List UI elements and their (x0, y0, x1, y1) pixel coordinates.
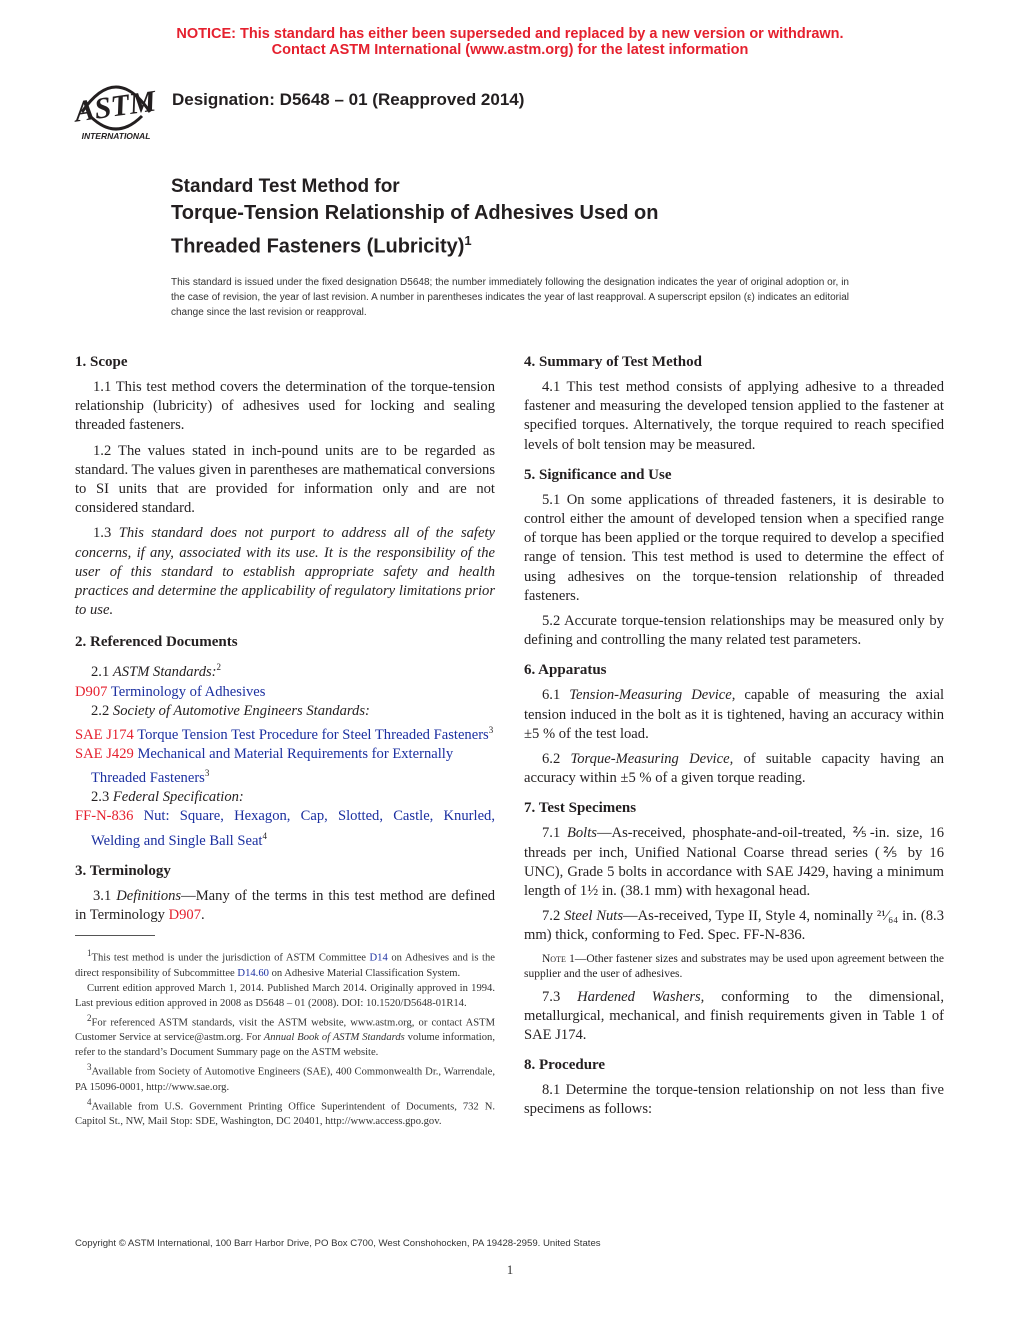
ref-sae-j174[interactable] (75, 721, 495, 745)
title-line-2: Torque-Tension Relationship of Adhesives Used on (171, 202, 659, 224)
logo-text: ASTM (72, 84, 158, 129)
copyright-line: Copyright © ASTM International, 100 Barr Harbor Drive, PO Box C700, West Conshohocken, PA 19428-2959. United States (75, 1238, 601, 1249)
para-number: 7.1 (542, 825, 567, 842)
para-7-2 (524, 907, 944, 945)
subcommittee-link[interactable]: D14.60 (237, 967, 269, 979)
term: Torque-Measuring Device, (570, 751, 734, 768)
para-number: 6.2 (542, 751, 571, 768)
ref-ff-n-836[interactable] (75, 807, 495, 850)
footnote-divider (75, 935, 155, 936)
footnote-text: This test method is under the jurisdiction of ASTM Committee (91, 952, 370, 964)
para-text: of suitable capacity having an accuracy within ±5 % of a given torque reading. (524, 751, 944, 787)
para-number: 6.1 (542, 687, 570, 704)
section-heading-apparatus: 6. Apparatus (524, 662, 607, 679)
section-heading-referenced-documents: 2. Referenced Documents (75, 634, 238, 651)
title-line-1: Standard Test Method for (171, 176, 400, 197)
para-1-2: 1.2 The values stated in inch-pound units are to be regarded as standard. The values given in parentheses are mathematical conversions to SI units that are provided for information only and are not considered standard. (75, 442, 495, 517)
note-text: —Other fastener sizes and substrates may be used upon agreement between the supplier and the user of adhesives. (524, 952, 944, 980)
footnote-text: Available from U.S. Government Printing Office Superintendent of Documents, 732 N. Capitol St., NW, Mail Stop: SDE, Washington, DC 20401, http://www.access.gpo.gov. (75, 1101, 495, 1128)
para-5-2: 5.2 Accurate torque-tension relationships may be measured only by defining and controlling the many related test parameters. (524, 613, 944, 649)
footnote-1 (75, 946, 495, 981)
para-number: 3.1 (93, 887, 117, 904)
footnote-text: For referenced ASTM standards, visit the ASTM website, www.astm.org, or contact ASTM Customer Service at service@astm.org. For (75, 1017, 495, 1044)
note-label: Note 1 (542, 952, 575, 965)
para-3-1 (75, 887, 495, 925)
designation: Designation: D5648 – 01 (Reapproved 2014) (172, 90, 525, 109)
para-6-1 (524, 686, 944, 744)
para-1-3 (75, 524, 495, 620)
term: Hardened Washers, (577, 988, 705, 1005)
para-number: 1.3 (93, 525, 119, 542)
safety-statement: This standard does not purport to address all of the safety concerns, if any, associated with its use. It is the responsibility of the user of this standard to establish appropriate safety and health practices and determine the applicability of regulatory limitations prior to use. (75, 525, 495, 619)
astm-logo (70, 72, 162, 142)
note-1 (524, 952, 944, 982)
ref-code[interactable]: SAE J429 (75, 745, 134, 762)
para-2-3 (75, 788, 495, 807)
footnote-mark: 3 (204, 768, 210, 779)
ref-code[interactable]: SAE J174 (75, 726, 134, 743)
ref-code[interactable]: FF-N-836 (75, 808, 134, 825)
section-heading-summary: 4. Summary of Test Method (524, 354, 702, 370)
para-text: —As-received, Type II, Style 4, nominally ²¹⁄₆₄ in. (8.3 mm) thick, conforming to Fed. Spec. FF-N-836. (524, 908, 945, 944)
document-title (171, 174, 658, 261)
committee-link[interactable]: D14 (369, 952, 388, 964)
subheading: Federal Specification: (112, 789, 244, 806)
page-number: 1 (506, 1262, 514, 1277)
subheading: Society of Automotive Engineers Standards: (112, 702, 370, 719)
para-number: 7.3 (542, 988, 578, 1005)
ref-d907[interactable] (75, 683, 495, 702)
para-7-1 (524, 824, 944, 901)
para-2-1 (75, 658, 495, 682)
section-heading-significance: 5. Significance and Use (524, 466, 672, 483)
para-number: 7.2 (542, 908, 565, 925)
ref-title[interactable]: Nut: Square, Hexagon, Cap, Slotted, Castle, Knurled, Welding and Single Ball Seat (91, 808, 495, 849)
para-8-1: 8.1 Determine the torque-tension relationship on not less than five specimens as follows: (524, 1082, 944, 1118)
term: Tension-Measuring Device, (569, 687, 736, 704)
intro-paragraph: This standard is issued under the fixed designation D5648; the number immediately following the designation indicates the year of original adoption or, in the case of revision, the year of last revision. A number in parentheses indicates the year of last reapproval. A superscript epsilon (ε) indicates an editorial change since the last revision or reapproval. (171, 277, 849, 318)
footnote-number: 3 (87, 1062, 92, 1073)
footnote-mark: 3 (488, 724, 494, 735)
section-heading-scope: 1. Scope (75, 354, 128, 370)
para-6-2 (524, 750, 944, 788)
section-heading-procedure: 8. Procedure (524, 1057, 606, 1074)
footnote-text: Available from Society of Automotive Engineers (SAE), 400 Commonwealth Dr., Warrendale, PA 15096-0001, http://www.sae.org. (75, 1066, 495, 1093)
ref-title[interactable]: Torque Tension Test Procedure for Steel Threaded Fasteners (137, 726, 489, 743)
notice-line-2: Contact ASTM International (www.astm.org) for the latest information (271, 42, 749, 58)
para-end: . (201, 906, 205, 923)
ref-title[interactable]: Terminology of Adhesives (110, 683, 266, 700)
title-line-3 (171, 227, 658, 261)
footnote-mark: 2 (216, 662, 222, 673)
footnote-text: volume information, refer to the standard’s Document Summary page on the ASTM website. (75, 1032, 495, 1059)
footnote-2 (75, 1011, 495, 1061)
para-number: 2.2 (91, 702, 113, 719)
section-heading-terminology: 3. Terminology (75, 862, 171, 879)
title-footnote-mark: 1 (464, 233, 472, 248)
term: Definitions (116, 887, 182, 904)
term: Steel Nuts (564, 908, 624, 925)
para-number: 2.3 (91, 789, 113, 806)
ref-link-d907[interactable]: D907 (168, 906, 201, 923)
right-column (524, 352, 944, 1126)
footnote-number: 4 (87, 1096, 92, 1107)
footnote-4 (75, 1095, 495, 1130)
footnote-italic: Annual Book of ASTM Standards (263, 1032, 405, 1044)
term: Bolts (566, 825, 597, 842)
footnote-number: 1 (87, 948, 92, 958)
ref-title[interactable]: Mechanical and Material Requirements for Externally Threaded Fasteners (91, 745, 454, 787)
para-4-1: 4.1 This test method consists of applying adhesive to a threaded fastener and measuring the developed tension applied to the fastener at specified torques. Alternatively, the torque required to reach specified levels of bolt tension may be measured. (524, 379, 944, 453)
para-text: —Many of the terms in this test method are defined in Terminology (75, 887, 496, 923)
para-7-3 (524, 988, 944, 1046)
para-5-1: 5.1 On some applications of threaded fasteners, it is desirable to control either the amount of developed tension when a specified range of torque has been applied or the torque required to develop a specified range of tension. This test method is used to determine the effect of using adhesives on the torque-tension relationship of threaded fasteners. (524, 491, 944, 604)
notice-line-1: NOTICE: This standard has either been superseded and replaced by a new version or withdrawn. (176, 26, 844, 42)
left-column (75, 352, 495, 931)
para-text: —As-received, phosphate-and-oil-treated, ⅖-in. size, 16 threads per inch, Unified National Coarse thread series (⅖ by 16 UNC), Grade 5 bolts in accordance with SAE J429, having a minimum length of 1½ in. (38.1 mm) with hexagonal head. (524, 825, 944, 900)
logo-subtext: INTERNATIONAL (81, 131, 151, 141)
section-heading-test-specimens: 7. Test Specimens (524, 800, 637, 817)
para-1-1: 1.1 This test method covers the determination of the torque-tension relationship (lubricity) of adhesives used for locking and sealing threaded fasteners. (75, 379, 495, 434)
ref-sae-j429[interactable] (75, 745, 495, 788)
ref-code[interactable]: D907 (75, 683, 108, 700)
footnote-number: 2 (87, 1012, 92, 1023)
footnotes (75, 946, 495, 1129)
para-text: conforming to the dimensional, metallurgical, mechanical, and finish requirements given in Table 1 of SAE J174. (524, 988, 944, 1044)
footnote-text: on Adhesive Material Classification System. (268, 967, 461, 979)
footnote-1-edition: Current edition approved March 1, 2014. Published March 2014. Originally approved in 1994. Last previous edition approved in 2008 as D5648 – 01 (2008). DOI: 10.1520/D5648-01R14. (75, 982, 495, 1009)
para-text: capable of measuring the axial tension induced in the bolt as it is tightened, having an accuracy within ±5 % of the test load. (524, 687, 945, 742)
subheading: ASTM Standards: (112, 664, 217, 681)
para-number: 2.1 (91, 664, 113, 681)
footnote-text: on Adhesives and is the direct responsibility of Subcommittee (75, 952, 495, 979)
title-line-3-text: Threaded Fasteners (Lubricity) (171, 235, 465, 258)
footnote-3 (75, 1060, 495, 1095)
footnote-mark: 4 (262, 830, 267, 841)
para-2-2 (75, 702, 495, 721)
